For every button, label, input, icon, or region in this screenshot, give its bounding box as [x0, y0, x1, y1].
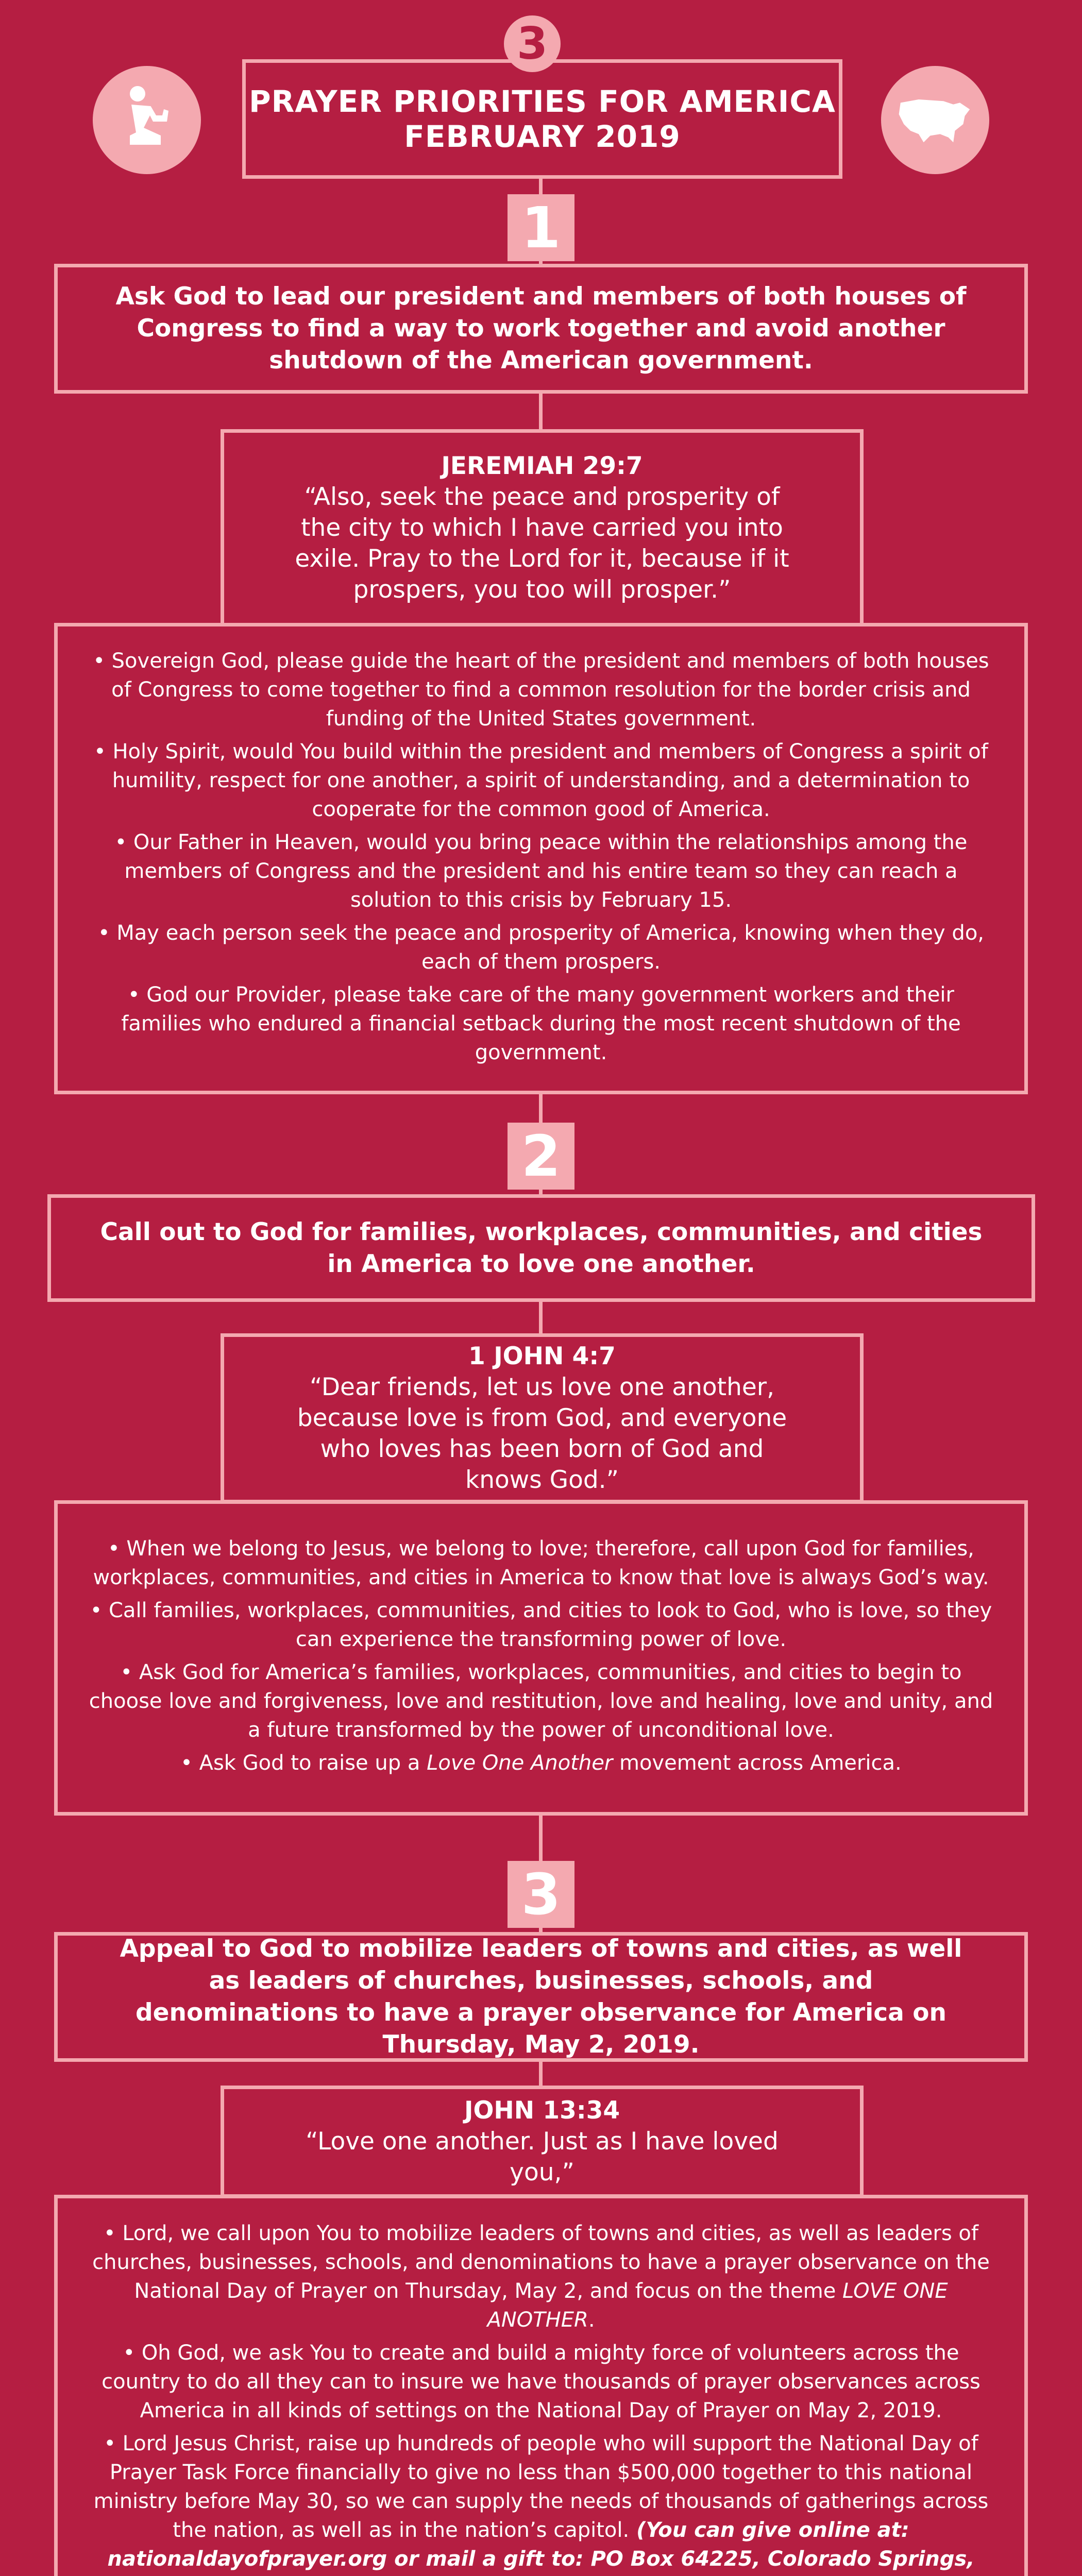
section-1-verse-box [221, 429, 864, 626]
section-2-quote: “Dear friends, let us love one another, because love is from God, and everyone who loves has been born of God and knows God.” [297, 1373, 787, 1494]
connector-line [539, 394, 543, 431]
list-item: • Call families, workplaces, communities, and cities to look to God, who is love, so they can experience the transforming power of love. [90, 1599, 992, 1651]
section-3-verse-box [221, 2086, 864, 2198]
section-1-quote: “Also, seek the peace and prosperity of the city to which I have carried you into exile. Pray to the Lord for it, because if it prospers, you too will prosper.” [295, 482, 789, 604]
usa-map-icon [881, 66, 989, 174]
list-item-text: • Lord Jesus Christ, raise up hundreds of people who will support the National Day of Prayer Task Force financially to give no less than $500,000 together to this national ministry before May 30, so we can supply the needs of thousands of gatherings across the nation, as well as in the nation’s capitol. [93, 2432, 989, 2542]
list-item-text: . [588, 2308, 595, 2332]
section-3-quote: “Love one another. Just as I have loved you,” [306, 2127, 779, 2187]
list-item [89, 2429, 993, 2576]
section-3-topic-box [54, 1932, 1028, 2062]
section-3-number: 3 [508, 1861, 574, 1928]
section-2-topic: Call out to God for families, workplaces, communities, and cities in America to love one another. [100, 1217, 983, 1278]
list-item: • Ask God for America’s families, workplaces, communities, and cities to begin to choose love and forgiveness, love and restitution, love and healing, love and unity, and a future transformed by the power of unconditional love. [89, 1660, 993, 1742]
list-item [89, 2219, 993, 2334]
section-2-topic-box [47, 1194, 1035, 1302]
section-2-reference: 1 JOHN 4:7 [468, 1342, 616, 1370]
list-item-text: • Ask God to raise up a [180, 1751, 427, 1775]
list-item: • Holy Spirit, would You build within the president and members of Congress a spirit of humility, respect for one another, a spirit of understanding, and a determination to cooperate for the common good of America. [94, 739, 988, 821]
section-1-number: 1 [508, 194, 574, 261]
section-1-reference: JEREMIAH 29:7 [441, 451, 643, 480]
section-3-bullets-box [54, 2195, 1028, 2576]
section-1-topic-box [54, 264, 1028, 394]
connector-line [539, 1302, 543, 1335]
list-item: • Our Father in Heaven, would you bring peace within the relationships among the members of Congress and the president and his entire team so they can reach a solution to this crisis by February 15. [114, 830, 968, 912]
section-2-bullets [89, 1534, 993, 1782]
section-3-topic: Appeal to God to mobilize leaders of towns and cities, as well as leaders of churches, businesses, schools, and denominations to have a prayer observance for America on Thursday, May 2, 2019. [120, 1935, 962, 2059]
list-item-emphasis: LOVE ONE ANOTHER [487, 2279, 948, 2332]
list-item: • May each person seek the peace and prosperity of America, knowing when they do, each of them prospers. [97, 921, 985, 974]
connector-line [539, 1094, 543, 1123]
kneeling-prayer-icon [93, 66, 201, 174]
header-title-line1: PRAYER PRIORITIES FOR AMERICA [249, 84, 836, 119]
list-item-emphasis: Love One Another [427, 1751, 613, 1775]
header-number: 3 [517, 18, 548, 70]
list-item: • Sovereign God, please guide the heart of the president and members of both houses of Congress to come together to find a common resolution for the border crisis and funding of the United States government. [93, 649, 989, 731]
header-title-line2: FEBRUARY 2019 [404, 119, 681, 154]
list-item-text: movement across America. [613, 1751, 902, 1775]
section-3-reference: JOHN 13:34 [464, 2096, 620, 2125]
section-1-bullets-box [54, 623, 1028, 1094]
list-item: • When we belong to Jesus, we belong to love; therefore, call upon God for families, workplaces, communities, and cities in America to know that love is always God’s way. [93, 1537, 989, 1589]
section-2-number: 2 [508, 1123, 574, 1190]
section-2-verse-box [221, 1333, 864, 1503]
section-1-topic: Ask God to lead our president and members of both houses of Congress to find a way to work together and avoid another shutdown of the American government. [115, 282, 967, 375]
connector-line [539, 1816, 543, 1861]
connector-line [539, 2062, 543, 2088]
list-item-text: • Lord, we call upon You to mobilize leaders of towns and cities, as well as leaders of churches, businesses, schools, and denominations to have a prayer observance on the National Day of Prayer on Thursday, May 2, and focus on the theme [92, 2222, 990, 2303]
section-1-bullets [89, 647, 993, 1071]
list-item: • Oh God, we ask You to create and build a mighty force of volunteers across the country to do all they can to insure we have thousands of prayer observances across America in all kinds of settings on the National Day of Prayer on May 2, 2019. [102, 2341, 980, 2422]
list-item-emphasis: (You can give online at: nationaldayofprayer.org or mail a gift to: PO Box 64225, Colorado Springs, [107, 2518, 975, 2571]
list-item: • God our Provider, please take care of the many government workers and their families who endured a financial setback during the most recent shutdown of the government. [121, 982, 961, 1064]
connector-line [539, 179, 543, 194]
header-title-box [242, 59, 842, 179]
section-2-bullets-box [54, 1500, 1028, 1816]
section-3-bullets [89, 2219, 993, 2576]
list-item [89, 1749, 993, 1777]
